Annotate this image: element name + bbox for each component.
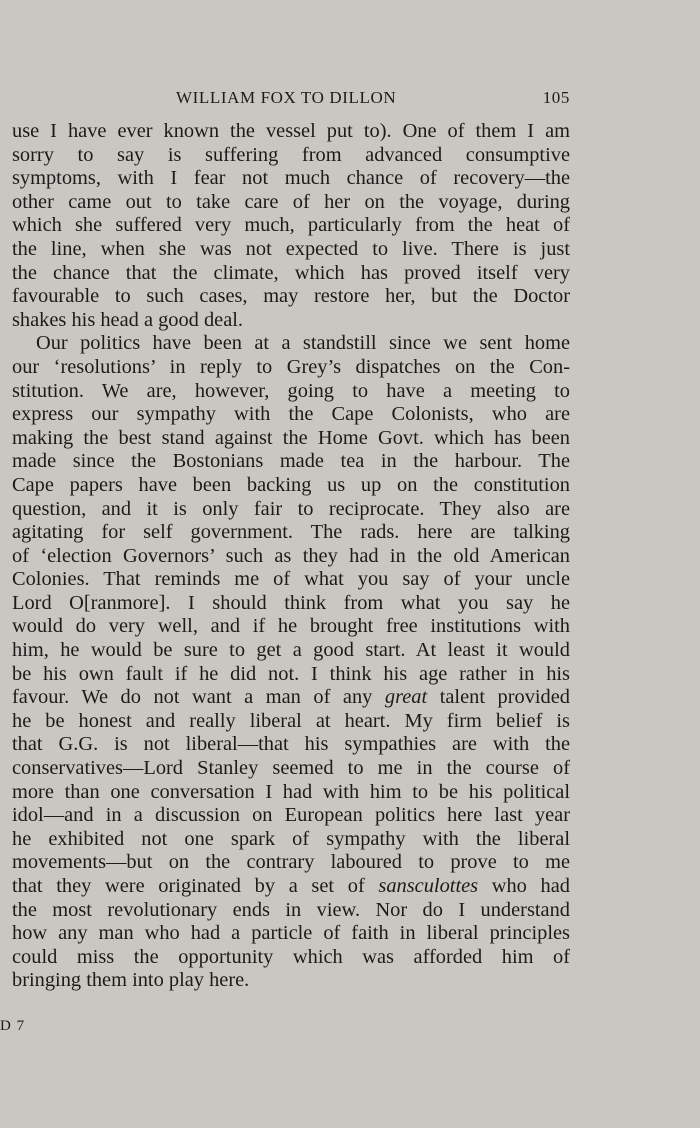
text-line: of ‘election Governors’ such as they had in the old American [12,544,570,567]
text-line: that G.G. is not liberal—that his sympathies are with the [12,733,570,756]
text-line: making the best stand against the Home Govt. which has been [12,426,570,449]
text-line: he be honest and really liberal at heart. My firm belief is [12,709,570,732]
text-line: movements—but on the contrary laboured to prove to me [12,851,570,874]
text-line: Our politics have been at a standstill since we sent home [36,332,570,355]
text-line: how any man who had a particle of faith in liberal principles [12,922,570,945]
text-line: symptoms, with I fear not much chance of recovery—the [12,167,570,190]
text-segment: that they were originated by a set of [12,875,379,897]
italic-word: sansculottes [378,875,479,897]
text-line: agitating for self government. The rads. here are talking [12,521,570,544]
running-head-title: WILLIAM FOX TO DILLON [176,88,397,107]
italic-word: great [384,686,428,709]
text-line: Lord O[ranmore]. I should think from what you say he [12,591,570,614]
text-line: Colonies. That reminds me of what you say of your uncle [12,568,570,591]
text-line [12,686,570,710]
text-line: bringing them into play here. [12,969,250,992]
text-line: idol—and in a discussion on European politics here last year [12,804,570,827]
text-line: which she suffered very much, particularly from the heat of [12,214,570,237]
text-line: could miss the opportunity which was afforded him of [12,945,570,968]
text-line: made since the Bostonians made tea in the harbour. The [12,450,570,473]
text-segment: talent provided [427,686,570,709]
text-line: the line, when she was not expected to live. There is just [12,237,570,260]
text-line [12,875,570,899]
text-line: he exhibited not one spark of sympathy with the liberal [12,827,570,850]
text-line: our ‘resolutions’ in reply to Grey’s dispatches on the Con- [12,355,570,378]
signature-mark: D 7 [0,1018,26,1034]
body-text [12,120,570,993]
text-line: conservatives—Lord Stanley seemed to me in the course of [12,757,570,780]
text-line: more than one conversation I had with him to be his political [12,780,570,803]
text-line: express our sympathy with the Cape Colonists, who are [12,403,570,426]
text-line: would do very well, and if he brought free institutions with [12,615,570,638]
text-line: him, he would be sure to get a good start. At least it would [12,639,570,662]
text-segment: who had [478,875,570,897]
text-line: other came out to take care of her on the voyage, during [12,190,570,213]
text-line: favourable to such cases, may restore her, but the Doctor [12,285,570,308]
text-line: the chance that the climate, which has proved itself very [12,261,570,284]
text-line: use I have ever known the vessel put to). One of them I am [12,120,570,142]
running-head [12,88,570,112]
text-line: question, and it is only fair to reciprocate. They also are [12,497,570,520]
page-number: 105 [542,88,570,107]
text-line: stitution. We are, however, going to have a meeting to [12,379,570,402]
text-line: the most revolutionary ends in view. Nor do I understand [12,898,570,921]
text-line: shakes his head a good deal. [12,308,244,331]
text-line: sorry to say is suffering from advanced consumptive [12,143,570,166]
text-segment: favour. We do not want a man of any [12,686,385,709]
text-line: be his own fault if he did not. I think his age rather in his [12,662,570,685]
text-line: Cape papers have been backing us up on the constitution [12,473,570,496]
